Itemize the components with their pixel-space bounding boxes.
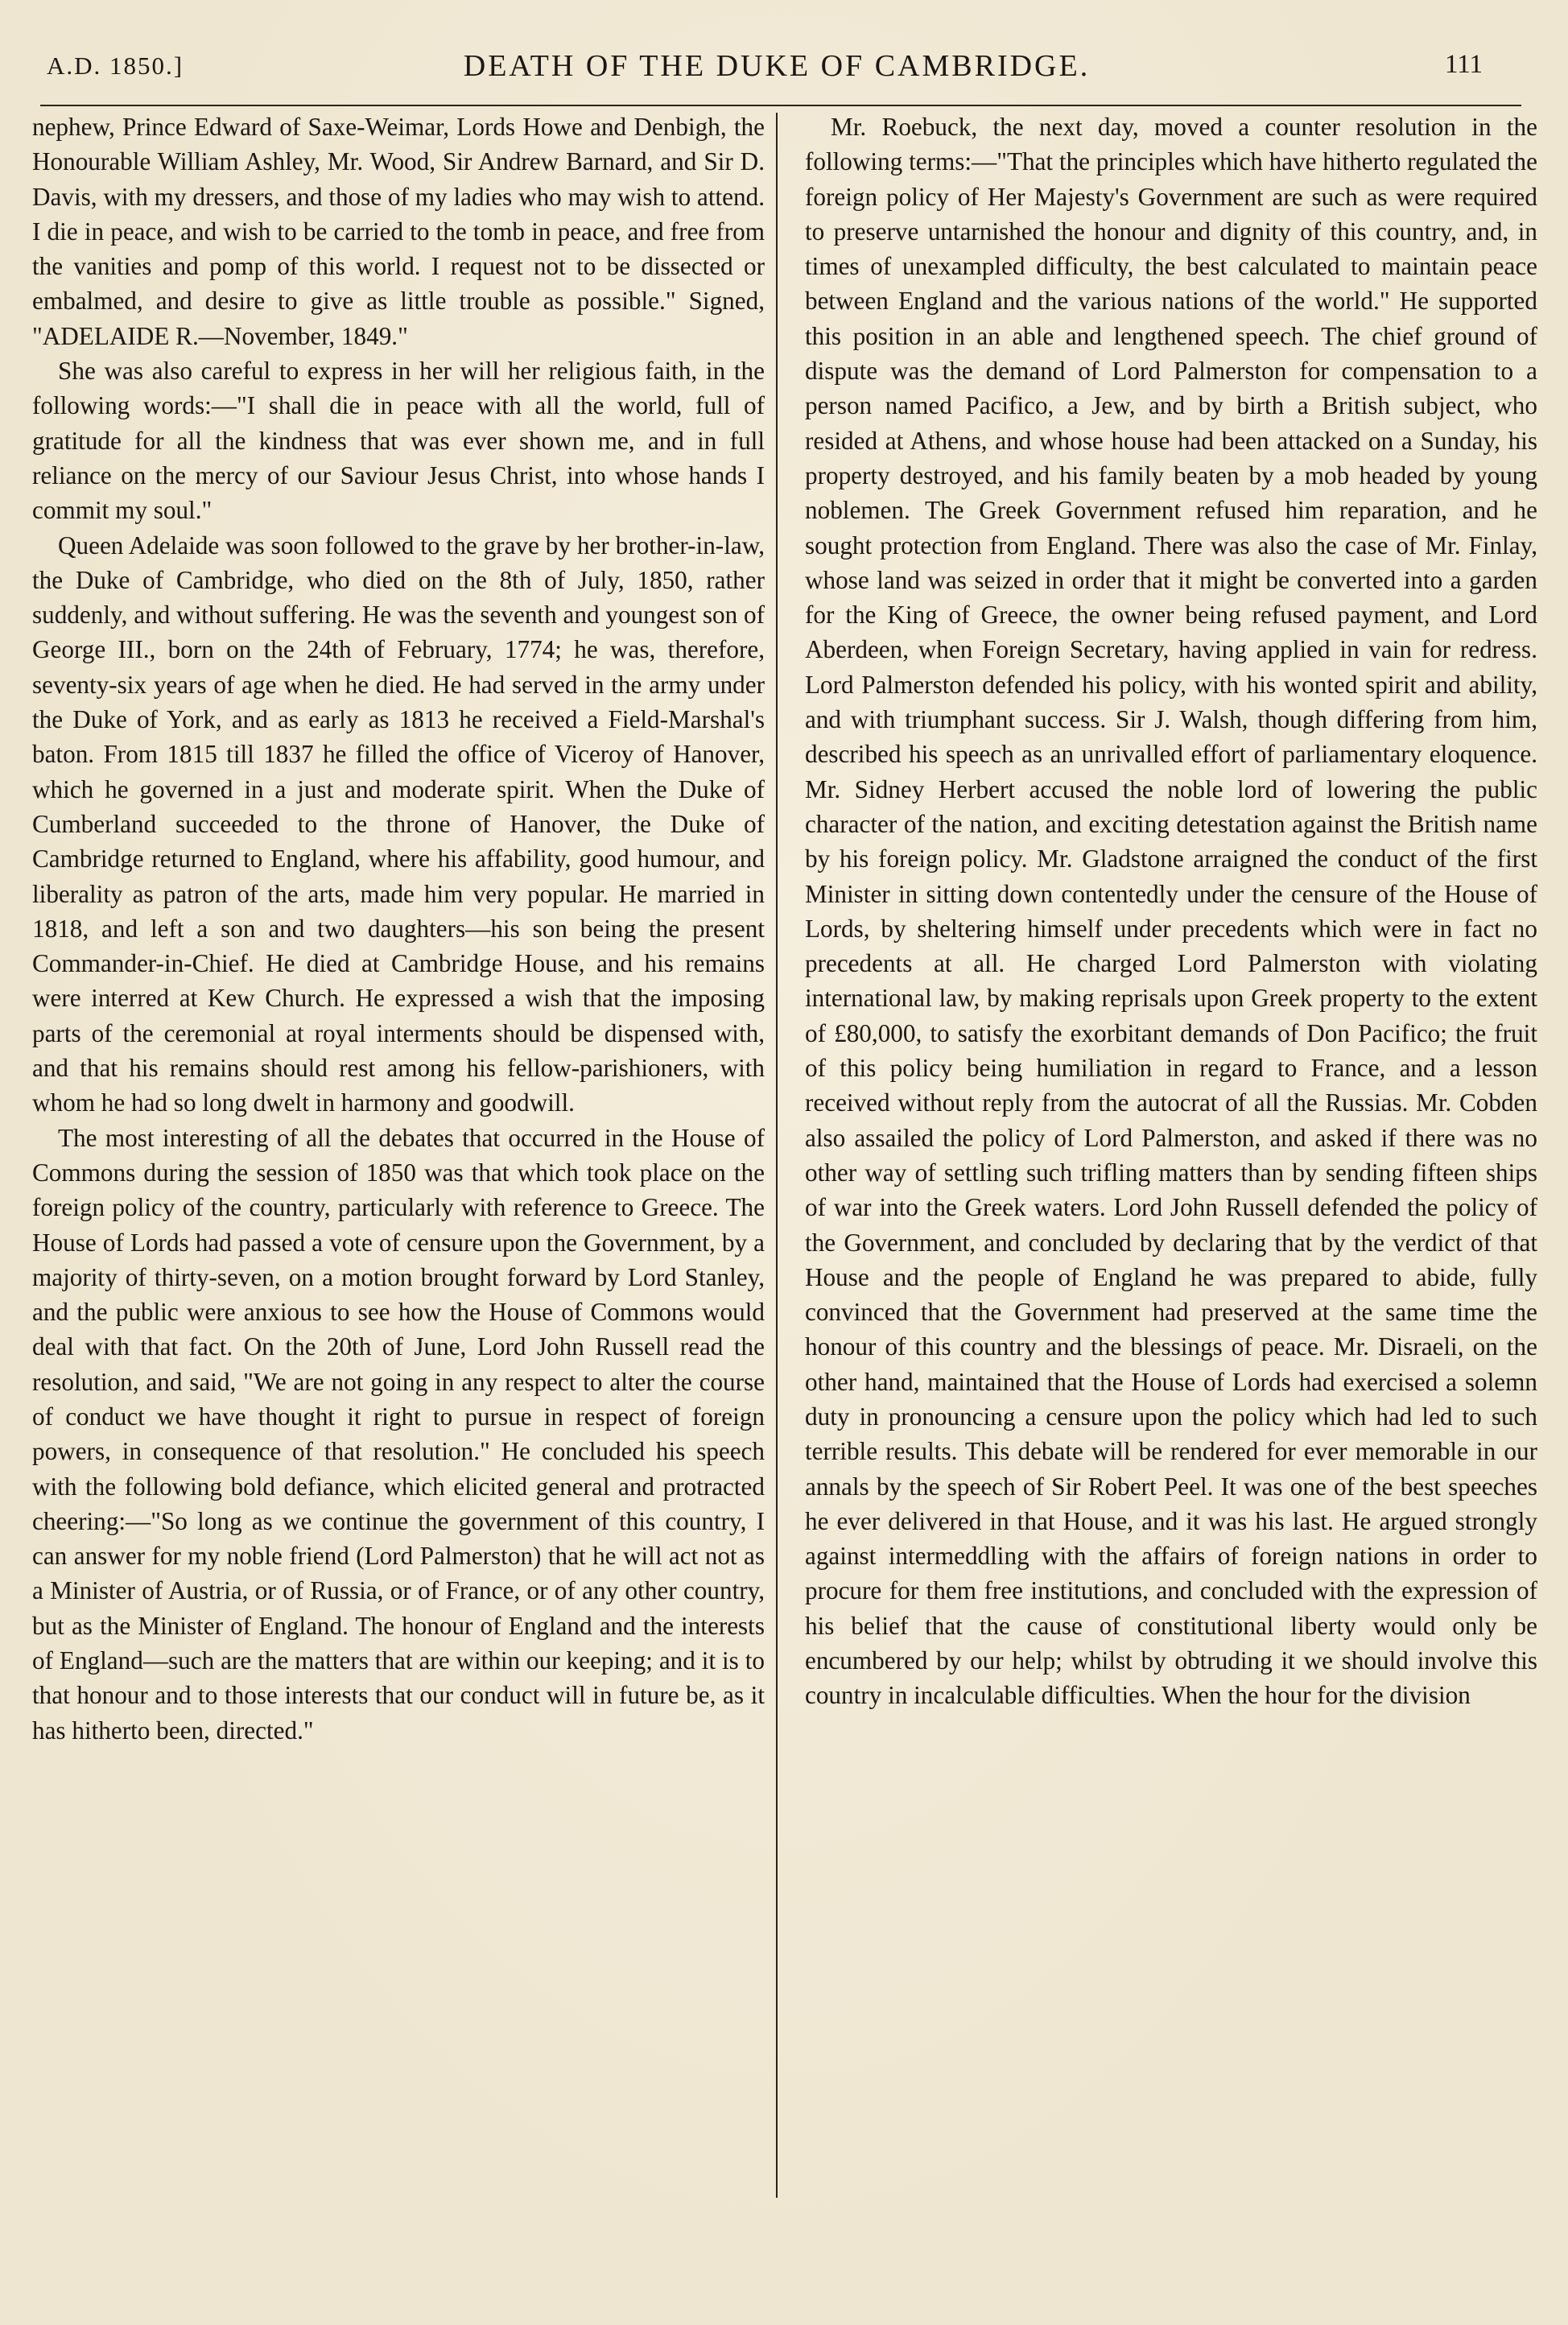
right-column (805, 109, 1537, 1713)
left-column (32, 109, 765, 1748)
header-rule (40, 105, 1521, 106)
running-header (32, 45, 1521, 93)
left-paragraph-2: She was also careful to express in her will her religious faith, in the following words:—"I shall die in peace with all the world, full of gratitude for all the kindness that was ever shown me, and in full reliance on the mercy of our Saviour Jesus Christ, into whose hands I commit my soul." (32, 357, 765, 525)
right-paragraph-1: Mr. Roebuck, the next day, moved a counter resolution in the following terms:—"That the principles which have hitherto regulated the foreign policy of Her Majesty's Government are such as were required to preserve untarnished the honour and dignity of this country, and, in times of unexampled difficulty, the best calculated to maintain peace between England and the various nations of the world." He supported this position in an able and lengthened speech. The chief ground of dispute was the demand of Lord Palmerston for compensation to a person named Pacifico, a Jew, and by birth a British subject, who resided at Athens, and whose house had been attacked on a Sunday, his property destroyed, and his family beaten by a mob headed by young noblemen. The Greek Government refused him reparation, and he sought protection from England. There was also the case of Mr. Finlay, whose land was seized in order that it might be converted into a garden for the King of Greece, the owner being refused payment, and Lord Aberdeen, when Foreign Secretary, having applied in vain for redress. Lord Palmerston defended his policy, with his wonted spirit and ability, and with triumphant success. Sir J. Walsh, though differing from him, described his speech as an unrivalled effort of parliamentary eloquence. Mr. Sidney Herbert accused the noble lord of lowering the public character of the nation, and exciting detestation against the British name by his foreign policy. Mr. Gladstone arraigned the conduct of the first Minister in sitting down contentedly under the censure of the House of Lords, by sheltering himself under precedents which were in fact no precedents at all. He charged Lord Palmerston with violating international law, by making reprisals upon Greek property to the extent of £80,000, to satisfy the exorbitant demands of Don Pacifico; the fruit of this policy being humiliation in regard to France, and a lesson received without reply from the autocrat of all the Russias. Mr. Cobden also assailed the policy of Lord Palmerston, and asked if there was no other way of settling such trifling matters than by sending fifteen ships of war into the Greek waters. Lord John Russell defended the policy of the Government, and concluded by declaring that by the verdict of that House and the people of England he was prepared to abide, fully convinced that the Government had preserved at the same time the honour of this country and the blessings of peace. Mr. Disraeli, on the other hand, maintained that the House of Lords had exercised a solemn duty in pronouncing a censure upon the policy which had led to such terrible results. This debate will be rendered for ever memorable in our annals by the speech of Sir Robert Peel. It was one of the best speeches he ever delivered in that House, and it was his last. He argued strongly against intermeddling with the affairs of foreign nations in order to procure for them free institutions, and concluded with the expression of his belief that the cause of constitutional liberty would only be encumbered by our help; whilst by obtruding it we should involve this country in incalculable difficulties. When the hour for the division (805, 113, 1537, 1710)
header-date: A.D. 1850.] (47, 52, 184, 80)
column-divider (776, 113, 778, 2198)
left-paragraph-3: Queen Adelaide was soon followed to the grave by her brother-in-law, the Duke of Cambridge, who died on the 8th of July, 1850, rather suddenly, and without suffering. He was the seventh and youngest son of George III., born on the 24th of February, 1774; he was, therefore, seventy-six years of age when he died. He had served in the army under the Duke of York, and as early as 1813 he received a Field-Marshal's baton. From 1815 till 1837 he filled the office of Viceroy of Hanover, which he governed in a just and moderate spirit. When the Duke of Cumberland succeeded to the throne of Hanover, the Duke of Cambridge returned to England, where his affability, good humour, and liberality as patron of the arts, made him very popular. He married in 1818, and left a son and two daughters—his son being the present Commander-in-Chief. He died at Cambridge House, and his remains were interred at Kew Church. He expressed a wish that the imposing parts of the ceremonial at royal interments should be dispensed with, and that his remains should rest among his fellow-parishioners, with whom he had so long dwelt in harmony and goodwill. (32, 531, 765, 1117)
header-title: DEATH OF THE DUKE OF CAMBRIDGE. (463, 49, 1091, 83)
left-paragraph-4: The most interesting of all the debates that occurred in the House of Commons during the session of 1850 was that which took place on the foreign policy of the country, particularly with reference to Greece. The House of Lords had passed a vote of censure upon the Government, by a majority of thirty-seven, on a motion brought forward by Lord Stanley, and the public were anxious to see how the House of Commons would deal with that fact. On the 20th of June, Lord John Russell read the resolution, and said, "We are not going in any respect to alter the course of conduct we have thought it right to pursue in respect of foreign powers, in consequence of that resolution." He concluded his speech with the following bold defiance, which elicited general and protracted cheering:—"So long as we continue the government of this country, I can answer for my noble friend (Lord Palmerston) that he will act not as a Minister of Austria, or of Russia, or of France, or of any other country, but as the Minister of England. The honour of England and the interests of England—such are the matters that are within our keeping; and it is to that honour and to those interests that our conduct will in future be, as it has hitherto been, directed." (32, 1123, 765, 1745)
page-number: 111 (1444, 50, 1483, 79)
left-paragraph-1: nephew, Prince Edward of Saxe-Weimar, Lords Howe and Denbigh, the Honourable William Ashley, Mr. Wood, Sir Andrew Barnard, and Sir D. Davis, with my dressers, and those of my ladies who may wish to attend. I die in peace, and wish to be carried to the tomb in peace, and free from the vanities and pomp of this world. I request not to be dissected or embalmed, and desire to give as little trouble as possible." Signed, "ADELAIDE R.—November, 1849." (32, 113, 765, 350)
